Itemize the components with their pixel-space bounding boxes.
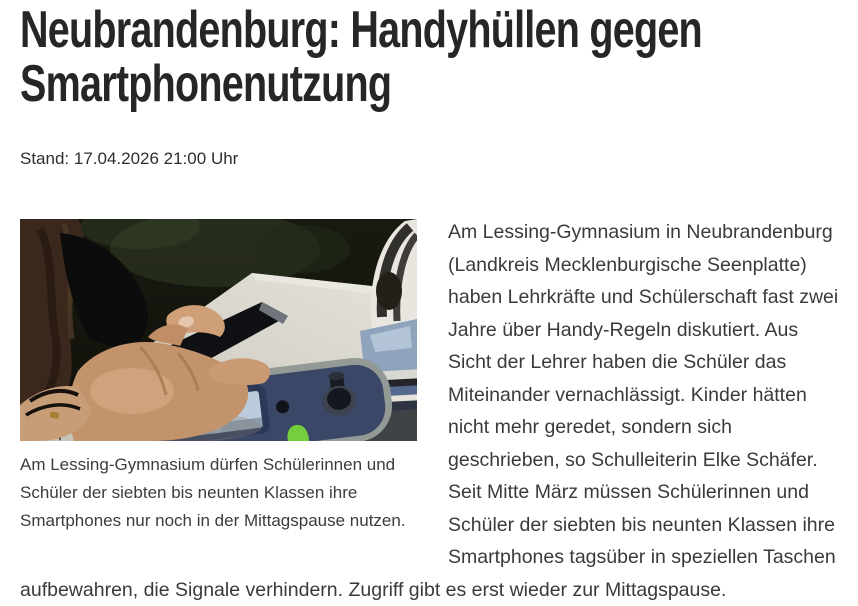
article-image-illustration [20,219,417,441]
image-caption: Am Lessing-Gymnasium dürfen Schülerinnen und Schüler der siebten bis neunten Klassen ihre Smartphones nur noch in der Mittagspause nutzen. [20,455,406,531]
article-image [20,219,417,441]
article-timestamp: Stand: 17.04.2026 21:00 Uhr [20,149,239,168]
article-body [20,216,846,606]
article-headline [20,1,846,116]
body-paragraph: Am Lessing-Gymnasium in Neubrandenburg (Landkreis Mecklenburgische Seenplatte) haben Lehrkräfte und Schülerschaft fast zwei Jahre über Handy-Regeln diskutiert. Aus Sicht der Lehrer haben die Schüler das Miteinander vernachlässigt. Kinder hätten nicht mehr geredet, sondern sich geschrieben, so Schulleiterin Elke Schäfer. Seit Mitte März müssen Schülerinnen und Schüler der siebten bis neunten Klassen ihre Smartphones tagsüber in speziellen Taschen aufbewahren, die Signale verhindern. Zugriff gibt es erst wieder zur Mittagspause. [20,221,839,601]
article-headline-text: Neubrandenburg: Handyhüllen gegen Smartphonenutzung [20,1,702,113]
article-figure [20,219,417,535]
